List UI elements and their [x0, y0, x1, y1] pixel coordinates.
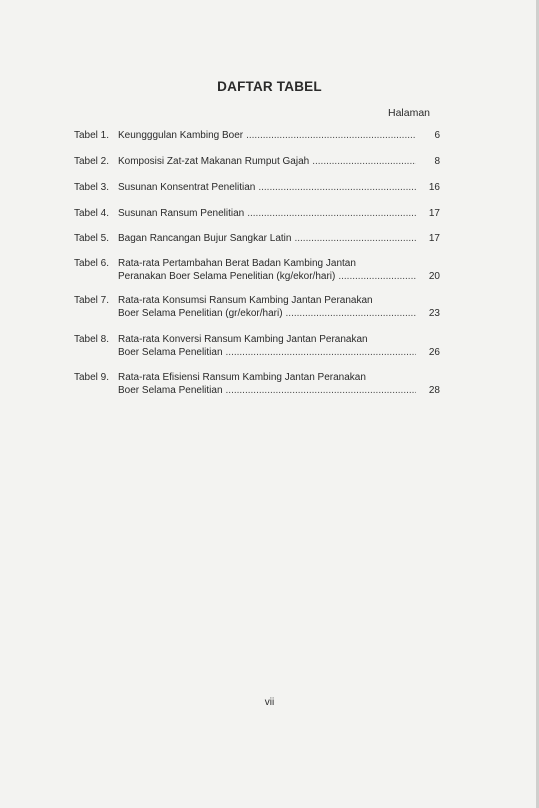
- table-title-continued: Boer Selama Penelitian (gr/ekor/hari): [118, 308, 283, 319]
- dot-leader: [226, 346, 416, 359]
- page-column-label: Halaman: [388, 107, 431, 119]
- table-title: Rata-rata Konversi Ransum Kambing Jantan Peranakan: [118, 334, 368, 345]
- page-ref: 8: [434, 156, 440, 167]
- dot-leader: [258, 181, 416, 194]
- dot-leader: [294, 232, 416, 245]
- table-label: Tabel 3.: [74, 182, 110, 193]
- table-title: Susunan Ransum Penelitian: [118, 208, 245, 219]
- dot-leader: [226, 384, 416, 397]
- page-ref: 26: [428, 347, 440, 358]
- table-label: Tabel 9.: [74, 372, 110, 383]
- table-title: Komposisi Zat-zat Makanan Rumput Gajah: [118, 156, 310, 167]
- table-title-continued: Boer Selama Penelitian: [118, 347, 223, 358]
- page-ref: 17: [428, 233, 440, 244]
- page-ref: 28: [428, 385, 440, 396]
- table-title: Rata-rata Konsumsi Ransum Kambing Jantan Peranakan: [118, 295, 373, 306]
- table-label: Tabel 1.: [74, 130, 110, 141]
- table-title-continued: Boer Selama Penelitian: [118, 385, 223, 396]
- table-title: Keungggulan Kambing Boer: [118, 130, 244, 141]
- page-number: vii: [264, 697, 275, 708]
- table-label: Tabel 8.: [74, 334, 110, 345]
- table-label: Tabel 7.: [74, 295, 110, 306]
- dot-leader: [247, 207, 416, 220]
- page-title: DAFTAR TABEL: [217, 79, 322, 94]
- table-label: Tabel 2.: [74, 156, 110, 167]
- table-title: Rata-rata Efisiensi Ransum Kambing Jantan Peranakan: [118, 372, 366, 383]
- dot-leader: [312, 155, 416, 168]
- table-label: Tabel 5.: [74, 233, 110, 244]
- table-label: Tabel 4.: [74, 208, 110, 219]
- page-ref: 16: [428, 182, 440, 193]
- dot-leader: [246, 129, 416, 142]
- page-ref: 23: [428, 308, 440, 319]
- table-label: Tabel 6.: [74, 258, 110, 269]
- table-title: Susunan Konsentrat Penelitian: [118, 182, 256, 193]
- table-title-continued: Peranakan Boer Selama Penelitian (kg/ekor/hari): [118, 271, 336, 282]
- dot-leader: [286, 307, 416, 320]
- page-ref: 17: [428, 208, 440, 219]
- page-ref: 20: [428, 271, 440, 282]
- page-ref: 6: [434, 130, 440, 141]
- table-title: Bagan Rancangan Bujur Sangkar Latin: [118, 233, 292, 244]
- table-title: Rata-rata Pertambahan Berat Badan Kambing Jantan: [118, 258, 356, 269]
- dot-leader: [338, 270, 416, 283]
